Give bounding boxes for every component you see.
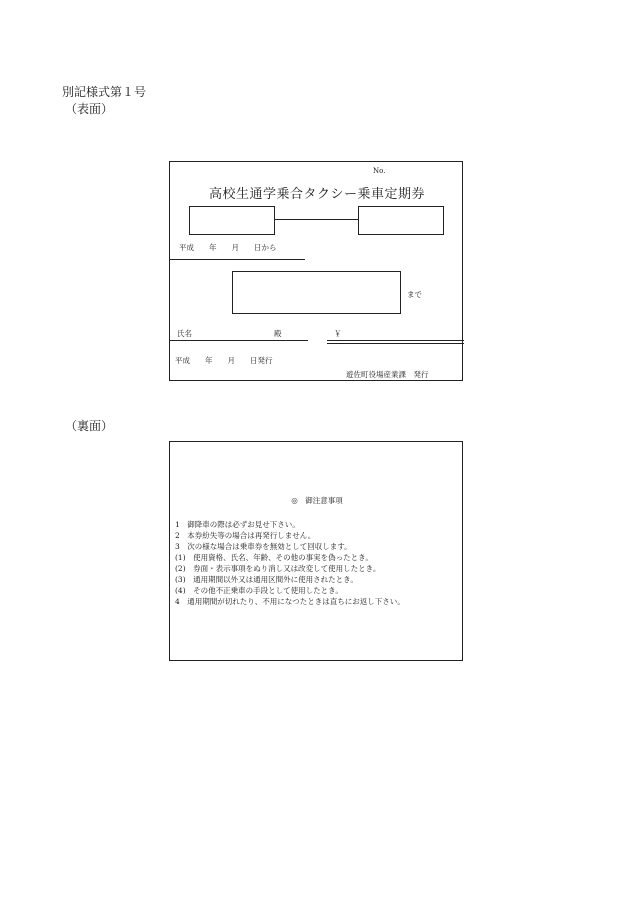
issuer-label: 遊佐町役場産業課 発行	[346, 370, 429, 379]
pass-front-card	[169, 161, 463, 381]
fare-double-underline	[327, 343, 464, 344]
from-date-underline	[170, 259, 305, 260]
valid-until-label: まで	[407, 290, 422, 299]
front-side-label: （表面）	[65, 102, 114, 116]
valid-until-box	[232, 271, 401, 314]
form-number-label: 別記様式第１号	[62, 85, 147, 99]
pass-title: 高校生通学乗合タクシー乗車定期券	[208, 187, 425, 202]
note-item: (3) 通用期間以外又は通用区間外に使用されたとき。	[175, 575, 358, 584]
back-side-label: （裏面）	[65, 419, 114, 433]
notes-title: ◎ 御注意事項	[291, 496, 343, 505]
origin-stop-box	[189, 206, 275, 235]
fare-yen-symbol: ￥	[334, 329, 342, 338]
valid-from-date: 平成 年 月 日から	[179, 243, 277, 252]
name-underline	[170, 340, 308, 341]
note-item: 3 次の様な場合は乗車券を無効として回収します。	[175, 542, 352, 551]
notes-list	[175, 519, 405, 607]
route-connector-line	[275, 219, 358, 220]
pass-number-label: No.	[373, 167, 386, 175]
note-item: (4) その他不正乗車の手段として使用したとき。	[175, 586, 343, 595]
fare-underline	[327, 340, 464, 341]
name-label: 氏名	[177, 329, 192, 338]
note-item: 2 本券紛失等の場合は再発行しません。	[175, 531, 316, 540]
pass-back-card	[169, 441, 463, 661]
note-item: (1) 使用資格、氏名、年齢、その他の事実を偽ったとき。	[175, 553, 373, 562]
issue-date: 平成 年 月 日発行	[175, 356, 273, 365]
honorific-label: 殿	[274, 329, 282, 338]
note-item: 4 通用期間が切れたり、不用になつたときは直ちにお返し下さい。	[175, 597, 405, 606]
destination-stop-box	[358, 206, 444, 235]
note-item: (2) 券面・表示事項をぬり消し又は改変して使用したとき。	[175, 564, 381, 573]
note-item: 1 御降車の際は必ずお見せ下さい。	[175, 520, 300, 529]
